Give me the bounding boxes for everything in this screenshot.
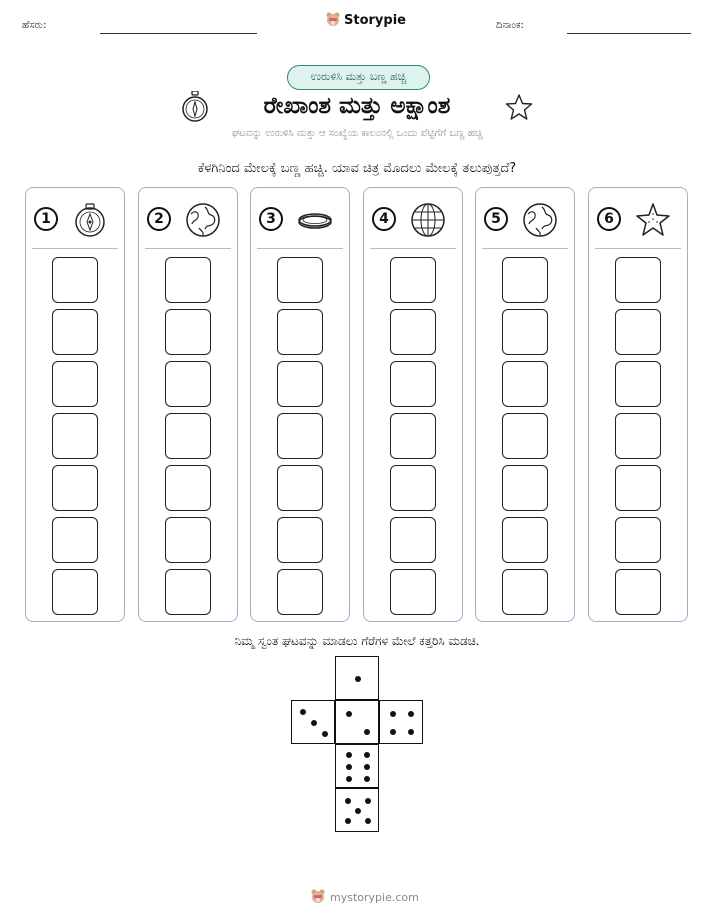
brand-name: Storypie xyxy=(344,12,406,28)
color-box[interactable] xyxy=(277,413,323,459)
race-column-5 xyxy=(475,187,575,622)
color-box[interactable] xyxy=(615,465,661,511)
color-box[interactable] xyxy=(52,569,98,615)
race-column-1 xyxy=(25,187,125,622)
die-pip xyxy=(365,798,371,804)
color-box[interactable] xyxy=(390,517,436,563)
color-box[interactable] xyxy=(502,465,548,511)
color-box[interactable] xyxy=(52,361,98,407)
die-pip xyxy=(300,709,306,715)
date-line[interactable] xyxy=(567,33,691,34)
color-box[interactable] xyxy=(165,309,211,355)
die-pip xyxy=(355,808,361,814)
die-pip xyxy=(390,711,396,717)
color-box[interactable] xyxy=(277,465,323,511)
color-box[interactable] xyxy=(502,361,548,407)
column-divider xyxy=(482,248,568,249)
die-pip xyxy=(364,729,370,735)
activity-tag: ಉರುಳಿಸಿ ಮತ್ತು ಬಣ್ಣ ಹಚ್ಚಿ xyxy=(287,65,430,90)
die-pip xyxy=(322,731,328,737)
column-divider xyxy=(145,248,231,249)
color-box[interactable] xyxy=(502,517,548,563)
color-box[interactable] xyxy=(277,517,323,563)
bear-icon xyxy=(326,12,340,28)
bear-icon xyxy=(311,889,325,905)
footer xyxy=(311,889,419,905)
color-box[interactable] xyxy=(52,309,98,355)
color-box[interactable] xyxy=(502,413,548,459)
color-box[interactable] xyxy=(615,569,661,615)
color-box[interactable] xyxy=(615,517,661,563)
page-title: ರೇಖಾಂಶ ಮತ್ತು ಅಕ್ಷಾಂಶ xyxy=(263,93,451,119)
color-box[interactable] xyxy=(615,413,661,459)
die-pip xyxy=(355,676,361,682)
color-box[interactable] xyxy=(165,413,211,459)
starfish-icon xyxy=(635,202,671,238)
race-column-6 xyxy=(588,187,688,622)
column-number: 4 xyxy=(372,207,396,231)
color-box[interactable] xyxy=(165,569,211,615)
die-pip xyxy=(408,729,414,735)
column-divider xyxy=(257,248,343,249)
die-pip xyxy=(346,764,352,770)
race-column-2 xyxy=(138,187,238,622)
die-pip xyxy=(364,764,370,770)
color-box[interactable] xyxy=(165,517,211,563)
name-label: ಹೆಸರು: xyxy=(22,20,47,31)
color-box[interactable] xyxy=(277,257,323,303)
name-line[interactable] xyxy=(100,33,257,34)
column-divider xyxy=(32,248,118,249)
color-box[interactable] xyxy=(390,309,436,355)
die-instruction: ನಿಮ್ಮ ಸ್ವಂತ ಘಟವನ್ನು ಮಾಡಲು ಗೆರೆಗಳ ಮೇಲೆ ಕತ್ತರಿಸಿ ಮಡಚಿ. xyxy=(234,634,480,648)
column-number: 2 xyxy=(147,207,171,231)
color-box[interactable] xyxy=(390,257,436,303)
globe-earth-icon xyxy=(522,202,558,238)
race-column-3 xyxy=(250,187,350,622)
column-divider xyxy=(595,248,681,249)
color-box[interactable] xyxy=(502,309,548,355)
color-box[interactable] xyxy=(52,465,98,511)
die-face-1 xyxy=(335,656,379,700)
color-box[interactable] xyxy=(502,257,548,303)
globe-earth-icon xyxy=(185,202,221,238)
color-box[interactable] xyxy=(390,465,436,511)
page-subtitle: ಘಟವನ್ನು ಉರುಳಿಸಿ ಮತ್ತು ಆ ಸಂಖ್ಯೆಯ ಕಾಲಂನಲ್ಲಿ ಒಂದು ಪೆಟ್ಟಿಗೆಗೆ ಬಣ್ಣ ಹಚ್ಚಿ xyxy=(231,128,483,139)
color-box[interactable] xyxy=(502,569,548,615)
die-pip xyxy=(364,752,370,758)
ring-icon xyxy=(297,202,333,238)
die-pip xyxy=(365,818,371,824)
die-pip xyxy=(364,776,370,782)
color-box[interactable] xyxy=(615,257,661,303)
race-column-4 xyxy=(363,187,463,622)
color-box[interactable] xyxy=(277,361,323,407)
die-pip xyxy=(345,818,351,824)
die-face-2 xyxy=(335,700,379,744)
die-face-5 xyxy=(335,788,379,832)
color-box[interactable] xyxy=(390,413,436,459)
compass-icon xyxy=(72,202,108,238)
die-face-6 xyxy=(335,744,379,788)
die-pip xyxy=(408,711,414,717)
color-box[interactable] xyxy=(165,361,211,407)
globe-grid-icon xyxy=(410,202,446,238)
die-pip xyxy=(390,729,396,735)
die-pip xyxy=(346,711,352,717)
brand-logo xyxy=(326,12,406,28)
die-face-4 xyxy=(379,700,423,744)
die-pip xyxy=(345,798,351,804)
date-label: ದಿನಾಂಕ: xyxy=(496,20,524,31)
color-box[interactable] xyxy=(277,569,323,615)
die-pip xyxy=(346,752,352,758)
color-box[interactable] xyxy=(165,465,211,511)
color-box[interactable] xyxy=(52,413,98,459)
color-box[interactable] xyxy=(52,517,98,563)
column-divider xyxy=(370,248,456,249)
color-box[interactable] xyxy=(615,309,661,355)
color-box[interactable] xyxy=(390,569,436,615)
column-number: 6 xyxy=(597,207,621,231)
die-pip xyxy=(346,776,352,782)
die-pip xyxy=(311,720,317,726)
color-box[interactable] xyxy=(277,309,323,355)
column-number: 3 xyxy=(259,207,283,231)
color-box[interactable] xyxy=(165,257,211,303)
die-face-3 xyxy=(291,700,335,744)
question: ಕೆಳಗಿನಿಂದ ಮೇಲಕ್ಕೆ ಬಣ್ಣ ಹಚ್ಚಿ. ಯಾವ ಚಿತ್ರ ಮೊದಲು ಮೇಲಕ್ಕೆ ತಲುಪುತ್ತದೆ? xyxy=(197,161,517,176)
footer-url[interactable]: mystorypie.com xyxy=(330,890,419,904)
color-box[interactable] xyxy=(52,257,98,303)
column-number: 1 xyxy=(34,207,58,231)
color-box[interactable] xyxy=(390,361,436,407)
color-box[interactable] xyxy=(615,361,661,407)
column-number: 5 xyxy=(484,207,508,231)
